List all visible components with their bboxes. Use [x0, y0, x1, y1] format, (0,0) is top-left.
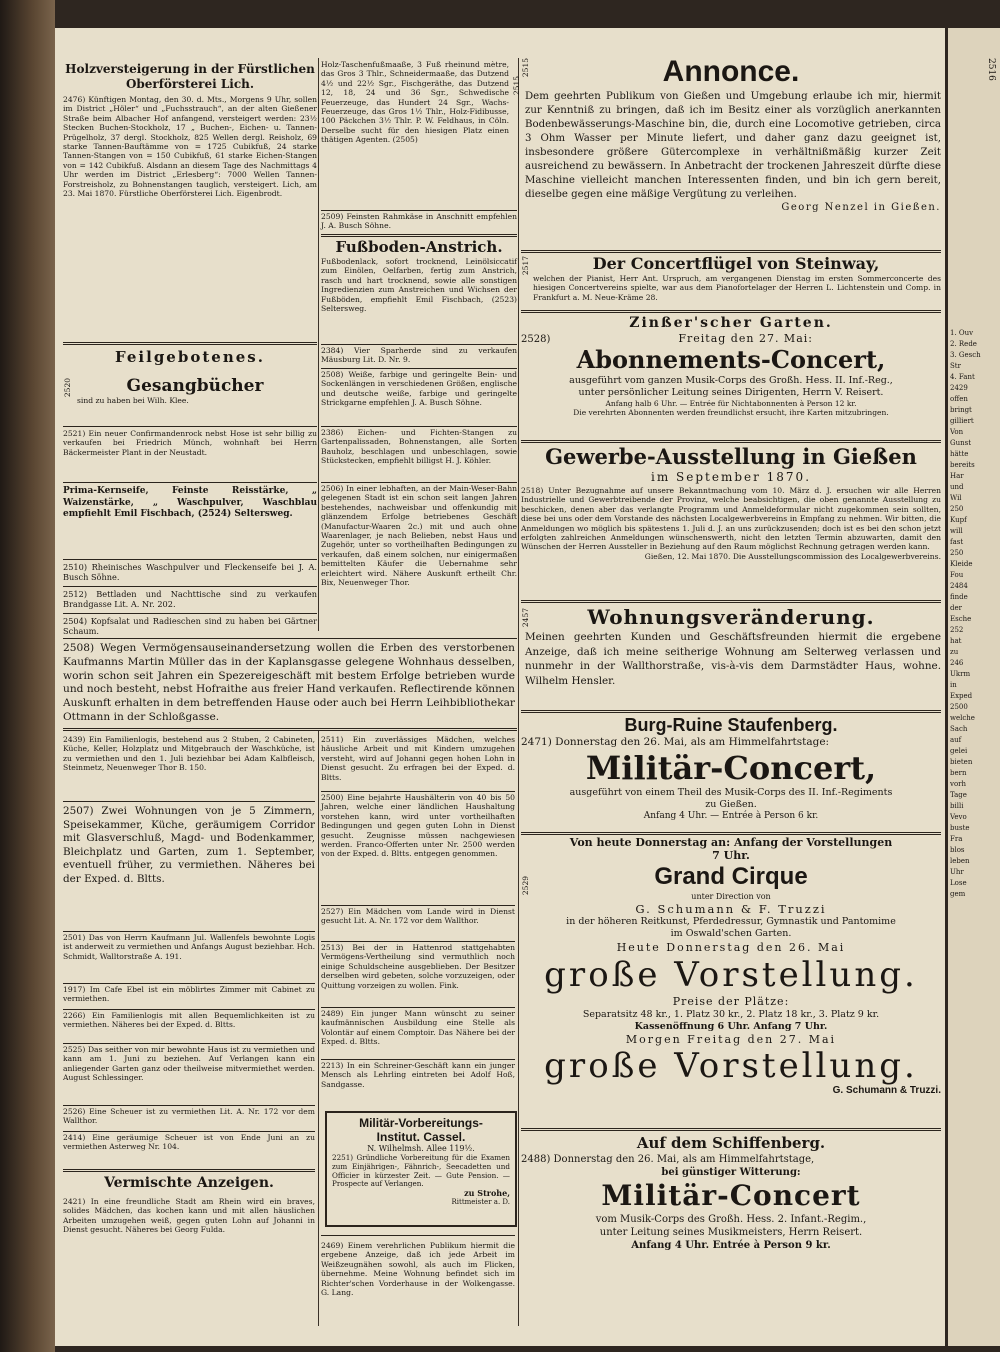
- ad-rule: [321, 941, 515, 942]
- ad-text-2: 7 Uhr.: [712, 849, 750, 862]
- ad-rule: [321, 905, 515, 906]
- ad-text: 2526) Eine Scheuer ist zu vermiethen Lit. A. Nr. 172 vor dem Wallthor.: [63, 1107, 315, 1126]
- page-fragment: buste: [950, 824, 970, 832]
- ad-sparherde: [321, 346, 517, 366]
- page-fragment: Lose: [950, 879, 967, 887]
- ad-rule: [321, 1235, 515, 1236]
- ad-text: Dem geehrten Publikum von Gießen und Umgebung erlaube ich mir, hiermit zur Kenntniß zu bringen, daß ich im Besitz einer als vorzüglich anerkannten Bodenbewässerungs-Maschine bin, die, durch eine Locomotive getrieben, circa 3 Ohm Wasser per Minute liefert, und daher ganz dazu geeignet ist, insbesondere größere Gütercomplexe in verhältnißmäßig kurzer Zeit ausreichend zu bewässern. In Anbetracht der trockenen Jahreszeit dürfte diese Maschine vielleicht manchen Interessenten finden, und bin ich gern bereit, dieselbe gegen eine mäßige Vergütung zu verleihen.: [525, 91, 941, 200]
- ad-text: 2518) Unter Bezugnahme auf unsere Bekanntmachung vom 10. März d. J. ersuchen wir alle Herren Industrielle und Gewerbtreibende der Provinz, welche beabsichtigen, die oben genannte Ausstellung zu beschicken, denen aber das verlangte Programm und Anmeldeformular nicht zugekommen sein sollten, diese bei uns oder dem Vorstande des nächsten Localgewerbvereins in Empfang zu nehmen. Wir bitten, die Anmeldungen wo möglich bis spätestens 1. Juli d. J. an uns zurückzusenden; doch ist es bei den schon jetzt erfolgten zahlreichen Anmeldungen wünschenswerth, nicht den letzten Termin abzuwarten, damit den Wünschen der Herren Aussteller in Beziehung auf den Raum möglichst Rechnung getragen werden kann.: [521, 486, 941, 552]
- ad-text: 2510) Rheinisches Waschpulver und Fleckenseife bei J. A. Busch Söhne.: [63, 562, 317, 582]
- ad-text: 2414) Eine geräumige Scheuer ist von Ende Juni an zu vermiethen Asterweg Nr. 104.: [63, 1133, 315, 1152]
- page-fragments: [950, 328, 998, 900]
- ad-signature: Georg Nenzel in Gießen.: [781, 202, 941, 213]
- ad-text: 2488) Donnerstag den 26. Mai, als am Himmelfahrtstage,: [521, 1154, 815, 1165]
- page-fragment: bieten: [950, 758, 973, 766]
- ad-title: Der Concertflügel von Steinway,: [592, 254, 880, 273]
- column-1-lower: [63, 733, 315, 1346]
- ad-rule: [63, 931, 315, 932]
- page-fragment: gelei: [950, 747, 968, 755]
- page-fragment: Kupf: [950, 516, 967, 524]
- ad-number: 2517: [521, 256, 530, 276]
- ad-text: 2504) Kopfsalat und Radieschen sind zu haben bei Gärtner Schaum.: [63, 616, 317, 636]
- ad-rule: [321, 482, 517, 483]
- ad-text: 2213) In ein Schreiner-Geschäft kann ein junger Mensch als Lehrling eintreten bei Adolf Hoß, Sandgasse.: [321, 1061, 515, 1089]
- ad-rule: [521, 250, 941, 253]
- ad-feldhaus: [321, 60, 521, 210]
- ad-kopfsalat: [63, 616, 317, 638]
- page-fragment: Tage: [950, 791, 967, 799]
- ad-text: 2439) Ein Familienlogis, bestehend aus 2 Stuben, 2 Cabineten, Küche, Keller, Holzplatz und Mitgebrauch der Waschküche, ist zu vermiethen und den 1. Juli beziehbar bei Adam Kalbfleisch, Steinmetz, Neuenweger Thor B. 150.: [63, 735, 315, 773]
- page-fragment: 246: [950, 659, 964, 667]
- ad-text: 2386) Eichen- und Fichten-Stangen zu Gartenpalissaden, Bohnenstangen, alle Sorten Bauholz, beschlagen und unbeschlagen, sowie Stückstecken, empfiehlt billigst H. J. Köhler.: [321, 428, 517, 466]
- ad-grand-cirque: [521, 836, 941, 1122]
- page-fragment: auf: [950, 736, 962, 744]
- section-title: Vermischte Anzeigen.: [104, 1175, 274, 1191]
- ad-text-4: Die verehrten Abonnenten werden freundlichst ersucht, ihre Karten mitzubringen.: [573, 408, 889, 417]
- page-fragment: 3. Gesch: [950, 351, 981, 359]
- ad-text-10: Kassenöffnung 6 Uhr. Anfang 7 Uhr.: [634, 1021, 828, 1032]
- ad-text-3: vom Musik-Corps des Großh. Hess. 2. Infant.-Regim.,: [595, 1214, 867, 1225]
- ad-text: 2469) Einem verehrlichen Publikum hiermit die ergebene Anzeige, daß ich jede Arbeit im Weißzeugnähen sowohl, als auch im Flicken, übernehme. Meine Wohnung befindet sich im Richter'schen Vorderhause in der Wolkengasse. G. Lang.: [321, 1241, 515, 1298]
- ad-zwei-wohnungen: [63, 805, 315, 929]
- ad-headline: Abonnements-Concert,: [576, 345, 886, 374]
- ad-text-4: G. Schumann & F. Truzzi: [635, 902, 827, 916]
- page-fragment: welche: [950, 714, 975, 722]
- ad-rule: [321, 234, 517, 237]
- page-fragment: 250: [950, 549, 964, 557]
- ad-text: 2525) Das seither von mir bewohnte Haus ist zu vermiethen und kann am 1. Juni zu beziehen. Auf Verlangen kann ein anliegender Garten ganz oder theilweise mitvermiethet werden. August Schlessinger.: [63, 1045, 315, 1083]
- ad-wallenfels: [63, 933, 315, 981]
- ad-rule: [321, 344, 517, 345]
- ad-rule: [521, 710, 941, 713]
- ad-number: 2515: [521, 58, 530, 78]
- page-fragment: 250: [950, 505, 964, 513]
- ad-rule: [63, 559, 317, 560]
- ad-signature-2: Rittmeister a. D.: [451, 1198, 510, 1207]
- page-fragment: 1. Ouv: [950, 329, 974, 337]
- ad-text: 2513) Bei der in Hattenrod stattgehabten Vermögens-Vertheilung sind vermuthlich noch einige Schuldscheine ausgeblieben. Der Besitzer derselben wird gebeten, solche vorzuzeigen, oder Quittung vorzeigen zu wollen. Fink.: [321, 943, 515, 990]
- ad-text-3: Anfang halb 6 Uhr. — Entrée für Nichtabonnenten à Person 12 kr.: [605, 399, 857, 408]
- ad-text: 2251) Gründliche Vorbereitung für die Examen zum Einjährigen-, Fähnrich-, Seecadetten und Officier in kürzester Zeit. — Gute Pension. — Prospecte auf Verlangen.: [332, 1153, 510, 1189]
- ad-text: 2527) Ein Mädchen vom Lande wird in Dienst gesucht Lit. A. Nr. 172 vor dem Wallthor.: [321, 907, 515, 926]
- page-fragment: bern: [950, 769, 967, 777]
- ad-schlessinger: [63, 1045, 315, 1103]
- ad-gewerbe-ausstellung: [521, 444, 941, 604]
- ad-zinsser-garten: [521, 314, 941, 444]
- ad-rule: [521, 440, 941, 443]
- page-fragment: Fra: [950, 835, 963, 843]
- ad-signature: Gießen, 12. Mai 1870. Die Ausstellungscommission des Localgewerbvereins.: [644, 551, 941, 561]
- ad-annonce: [521, 54, 941, 272]
- page-fragment: blos: [950, 846, 965, 854]
- ad-title-2: Institut. Cassel.: [376, 1130, 466, 1144]
- ad-headline: große Vorstellung.: [544, 955, 918, 995]
- ad-staufenberg: [521, 714, 941, 830]
- page-fragment: Gunst: [950, 439, 972, 447]
- ad-seife: [63, 486, 317, 556]
- page-fragment: billi: [950, 802, 964, 810]
- ad-title: Fußboden-Anstrich.: [335, 238, 503, 256]
- page-fragment: vorh: [950, 780, 967, 788]
- ad-text: 2511) Ein zuverlässiges Mädchen, welches häusliche Arbeit und mit Kindern umzugehen versteht, wird auf Johanni gegen hohen Lohn in Dienst gesucht. Zu erfragen bei der Exped. d. Bltts.: [321, 735, 515, 782]
- ad-schreiner: [321, 1061, 515, 1101]
- ad-rule: [521, 310, 941, 313]
- ad-rule: [63, 1169, 315, 1172]
- ad-hattenrod: [321, 943, 515, 1005]
- ad-familienlogis-2: [63, 1011, 315, 1041]
- ad-text: welchen der Pianist, Herr Ant. Urspruch, am vergangenen Dienstag im ersten Sommerconcerte des hiesigen Concertvereins spielte, war aus dem Pianofortelager der Herren L. Lichtenstein und Comp. in Frankfurt a. M. Neue-Kräme 28.: [533, 274, 941, 302]
- ad-text: 2507) Zwei Wohnungen von je 5 Zimmern, Speisekammer, Küche, geräumigem Corridor mit Glasverschluß, Magd- und Bodenkammer, Bleichplatz und Garten, zum 1. September, eventuell früher, zu vermiethen. Näheres bei der Exped. d. Bltts.: [63, 805, 315, 885]
- ad-wohnungsveraenderung: [521, 604, 941, 710]
- page-fragment: 2429: [950, 384, 968, 392]
- ad-rule: [63, 638, 517, 639]
- ad-steinway: [521, 254, 941, 310]
- page-fragment: Uhr: [950, 868, 964, 876]
- page-fragment: zu: [950, 648, 959, 656]
- page-fragment: Kleide: [950, 560, 973, 568]
- ad-rule: [521, 600, 941, 603]
- ad-title: Gesangbücher: [126, 376, 264, 396]
- ad-signature: zu Strohe,: [464, 1188, 510, 1199]
- ad-text-11: Morgen Freitag den 27. Mai: [625, 1033, 837, 1046]
- column-2-lower: [321, 733, 515, 1346]
- ad-volontaer: [321, 1009, 515, 1057]
- ad-title: Wohnungsveränderung.: [587, 605, 875, 629]
- page-fragment: hat: [950, 637, 962, 645]
- ad-text-2: ausgeführt von einem Theil des Musik-Corps des II. Inf.-Regiments: [569, 787, 893, 798]
- ad-militaer-institut: [325, 1111, 517, 1227]
- page-fragment: 4. Fant: [950, 373, 975, 381]
- ad-maedchen-lande: [321, 907, 515, 939]
- ad-text: 2471) Donnerstag den 26. Mai, als am Himmelfahrtstage:: [521, 736, 830, 748]
- ad-rule: [63, 613, 317, 614]
- ad-schiffenberg: [521, 1134, 941, 1274]
- ad-text: 2521) Ein neuer Confirmandenrock nebst Hose ist sehr billig zu verkaufen bei Friedrich Münch, wohnhaft bei Herrn Bäckermeister Plant in der Neustadt.: [63, 429, 317, 457]
- page-fragment: finde: [950, 593, 968, 601]
- ad-text: sind zu haben bei Wilh. Klee.: [77, 396, 189, 405]
- ad-text: 2476) Künftigen Montag, den 30. d. Mts., Morgens 9 Uhr, sollen im District „Höler“ und „Fuchsstrauch“, an der alten Gießener Straße beim Albacher Hof anfangend, versteigert werden: 23½ Stecken Buchen-Stockholz, 17 „ Buchen-, Eichen- u. Tannen-Prügelholz, 37 dergl. Stockholz, 825 Wellen dergl. Reisholz, 69 starke Tannen-Bauftämme von = 1725 Cubikfuß, 24 starke Tannen-Stangen von = 150 Cubikfuß, 61 starke Eichen-Stangen von = 142 Cubikfuß. Alsdann an diesem Tage des Nachmittags 4 Uhr werden im District „Erlesberg“: 7000 Wellen Tannen-Forstreisholz, zu Bohnenstangen tauglich, versteigert. Lich, am 23. Mai 1870. Fürstliche Oberförsterei Lich. Eigenbrodt.: [63, 95, 317, 199]
- ad-text: 2508) Weiße, farbige und geringelte Bein- und Sockenlängen in verschiedenen Größen, englische und deutsche weiße, farbige und geringelte Strickgarne empfehlen J. A. Busch Söhne.: [321, 370, 517, 408]
- ad-text: 2500) Eine bejahrte Haushälterin von 40 bis 50 Jahren, welche einer ländlichen Haushaltung vorstehen kann, wird unter vortheilhaften Bedingungen und gegen guten Lohn in Dienst gesucht. Zeugnisse müssen nachgewiesen werden. Franco-Offerten unter Nr. 2500 werden von der Exped. d. Bltts. entgegen genommen.: [321, 793, 515, 859]
- ad-rule: [63, 482, 317, 483]
- ad-text: 2501) Das von Herrn Kaufmann Jul. Wallenfels bewohnte Logis ist anderweit zu vermiethen und Anfangs August beziehbar. Hch. Schmidt, Walltorstraße A. 191.: [63, 933, 315, 961]
- ad-text: 2509) Feinsten Rahmkäse in Anschnitt empfehlen J. A. Busch Söhne.: [321, 212, 517, 231]
- page-fragment: 252: [950, 626, 964, 634]
- section-rule: [63, 342, 317, 345]
- ad-rule: [63, 1131, 315, 1132]
- ad-text: 2421) In eine freundliche Stadt am Rhein wird ein braves, solides Mädchen, das kochen kann und mit allen häuslichen Arbeiten umzugehen weiß, gegen guten Lohn auf Johanni in Dienst gesucht. Näheres bei Georg Fulda.: [63, 1197, 315, 1235]
- newspaper-page: [55, 28, 945, 1346]
- ad-strickgarne: [321, 370, 517, 424]
- ad-scheuer: [63, 1107, 315, 1129]
- ad-haushaelterin: [321, 793, 515, 903]
- ad-rule: [63, 1043, 315, 1044]
- ad-text-3: zu Gießen.: [705, 799, 757, 810]
- ad-rule: [63, 728, 517, 731]
- ad-fulda: [63, 1197, 315, 1317]
- ad-stangen: [321, 428, 517, 480]
- ad-rule: [63, 1009, 315, 1010]
- ad-text: 2384) Vier Sparherde sind zu verkaufen Mäusburg Lit. D. Nr. 9.: [321, 346, 517, 365]
- ad-address: N. Wilhelmsh. Allee 119½.: [367, 1144, 475, 1153]
- ad-signature: G. Schumann & Truzzi.: [832, 1085, 941, 1096]
- ad-title: Zinßer'scher Garten.: [629, 315, 833, 331]
- ad-text: 2506) In einer lebhaften, an der Main-Weser-Bahn gelegenen Stadt ist ein schon seit langen Jahren bestehendes, nachweisbar und offenkundig mit glänzendem Erfolge betriebenes Geschäft (Manufactur-Waaren 2c.) mit und auch ohne Waarenlager, je nach Belieben, nebst Haus und Zugehör, unter so vortheilhaften Bedingungen zu verkaufen, daß einem solchen, nur einigermaßen bemittelten Käufer die Uebernahme sehr erleichtert wird. Nähere Auskunft ertheilt Chr. Bix, Neuenweger Thor.: [321, 484, 517, 588]
- page-fragment: bringt: [950, 406, 972, 414]
- ad-text-2: unter persönlicher Leitung seines Dirigenten, Herrn V. Reisert.: [578, 387, 884, 398]
- page-fragment: Ukrm: [950, 670, 971, 678]
- page-fragment: Str: [950, 362, 961, 370]
- ad-text-5: Anfang 4 Uhr. Entrée à Person 9 kr.: [631, 1240, 831, 1251]
- ad-rule: [321, 1007, 515, 1008]
- book-spine: [0, 0, 55, 1352]
- page-fragment: Har: [950, 472, 964, 480]
- ad-number: 2515: [512, 76, 521, 96]
- page-fragment: der: [950, 604, 962, 612]
- ad-scheuer-2: [63, 1133, 315, 1165]
- ad-text-8: Preise der Plätze:: [672, 995, 790, 1008]
- ad-text: Von heute Donnerstag an: Anfang der Vorstellungen: [569, 836, 893, 849]
- page-fragment: 2. Rede: [950, 340, 977, 348]
- ad-text-3: unter Direction von: [691, 892, 771, 901]
- ad-bettladen: [63, 589, 317, 611]
- ad-holzversteigerung: [63, 62, 317, 334]
- adjacent-page: [948, 28, 1000, 1346]
- ad-rule: [63, 801, 315, 802]
- ad-text-7: Heute Donnerstag den 26. Mai: [616, 941, 846, 954]
- ad-rule: [63, 426, 317, 427]
- section-feilgebotenes: [63, 348, 317, 374]
- page-fragment: Von: [950, 428, 964, 436]
- ad-lang: [321, 1241, 515, 1311]
- ad-text: Meinen geehrten Kunden und Geschäftsfreunden hiermit die ergebene Anzeige, daß ich meine seitherige Wohnung am Selterweg verlassen und nunmehr in der Wallthorstraße, vis-à-vis dem Darmstädter Haus, wohne. Wilhelm Hensler.: [525, 631, 941, 687]
- ad-rule: [321, 791, 515, 792]
- page-fragment: offen: [950, 395, 968, 403]
- column-2: [321, 28, 521, 628]
- ad-confirmandenrock: [63, 429, 317, 479]
- column-3: [521, 28, 941, 1346]
- column-rule: [318, 730, 319, 1326]
- column-rule: [518, 58, 519, 1326]
- ad-geschaeft: [321, 484, 517, 602]
- ad-text: 2508) Wegen Vermögensauseinandersetzung wollen die Erben des verstorbenen Kaufmanns Martin Müller das in der Kaplansgasse gelegene Wohnhaus desselben, worin schon seit Jahren ein Spezereigeschäft mit bestem Erfolge betrieben wurde und noch besteht, nebst Hofraithe aus freier Hand verkaufen. Reflectirende können Auskunft erhalten in dem betreffenden Hause oder auch bei Herrn Leihbibliothekar Ottmann in der Schloßgasse.: [63, 642, 515, 723]
- ad-subtitle: im September 1870.: [650, 470, 812, 484]
- ad-mueller-haus: [63, 642, 515, 728]
- section-vermischte: [63, 1175, 315, 1195]
- page-fragment: Wil: [950, 494, 962, 502]
- ad-text-9: Separatsitz 48 kr., 1. Platz 30 kr., 2. Platz 18 kr., 3. Platz 9 kr.: [582, 1009, 880, 1020]
- page-fragment: Exped: [950, 692, 973, 700]
- page-number: 2516: [986, 58, 996, 81]
- ad-title: Militär-Vorbereitungs-: [359, 1116, 483, 1130]
- ad-rule: [321, 368, 517, 369]
- ad-number: 2528): [521, 334, 551, 345]
- page-fragment: Esche: [950, 615, 972, 623]
- ad-text: 2512) Bettladen und Nachttische sind zu verkaufen Brandgasse Lit. A. Nr. 202.: [63, 589, 317, 609]
- page-fragment: in: [950, 681, 957, 689]
- ad-number: 2520: [63, 378, 72, 398]
- page-fragment: bereits: [950, 461, 975, 469]
- ad-title: Gewerbe-Ausstellung in Gießen: [545, 444, 917, 469]
- ad-rule: [321, 1059, 515, 1060]
- ad-rule: [321, 426, 517, 427]
- ad-headline: Militär-Concert,: [585, 749, 877, 787]
- ad-text: ausgeführt vom ganzen Musik-Corps des Großh. Hess. II. Inf.-Reg.,: [569, 375, 893, 386]
- ad-rahmkaese: [321, 212, 517, 234]
- ad-rule: [63, 1105, 315, 1106]
- page-fragment: leben: [950, 857, 970, 865]
- page-fragment: gem: [950, 890, 966, 898]
- ad-date-row: [521, 332, 941, 345]
- ad-rule: [63, 983, 315, 984]
- ad-text-4: Anfang 4 Uhr. — Entrée à Person 6 kr.: [643, 811, 819, 821]
- ad-maedchen: [321, 735, 515, 789]
- ad-rule: [521, 1128, 941, 1131]
- ad-number: 2457: [521, 608, 530, 628]
- ad-text-4: unter Leitung seines Musikmeisters, Herrn Reisert.: [599, 1227, 863, 1238]
- ad-title: Auf dem Schiffenberg.: [636, 1134, 826, 1152]
- ad-familienlogis: [63, 735, 315, 799]
- column-rule: [318, 58, 319, 631]
- page-fragment: und: [950, 483, 964, 491]
- page-fragment: will: [950, 527, 963, 535]
- ad-text: 1917) Im Cafe Ebel ist ein möblirtes Zimmer mit Cabinet zu vermiethen.: [63, 985, 315, 1004]
- page-fragment: gilliert: [950, 417, 974, 425]
- ad-rule: [521, 832, 941, 835]
- page-fragment: Fou: [950, 571, 964, 579]
- ad-waschpulver: [63, 562, 317, 584]
- ad-text-2: bei günstiger Witterung:: [661, 1167, 801, 1178]
- ad-text: Holz-Taschenfußmaaße, 3 Fuß rheinund mètre, das Gros 3 Thlr., Schneidermaaße, das Dutzend 4½ und 22½ Sgr., Fischgeräthe, das Dutzend 12, 18, 24 und 36 Sgr., Schwedische Feuerzeuge, das Hundert 24 Sgr., Wachs-Feuerzeuge, das Gros 1½ Thlr., Holz-Fidibusse, 100 Päckchen 3½ Thlr. P. W. Feldhaus, in Cöln. Derselbe sucht für den hiesigen Platz einen thätigen Agenten. (2505): [321, 60, 509, 145]
- ad-rule: [321, 210, 517, 211]
- ad-headline-2: große Vorstellung.: [544, 1046, 918, 1086]
- ad-text-6: im Oswald'schen Garten.: [670, 928, 792, 939]
- ad-text-5: in der höheren Reitkunst, Pferdedressur, Gymnastik und Pantomime: [566, 916, 896, 927]
- ad-text: Fußbodenlack, sofort trocknend, Leinölsiccatif zum Einölen, Oelfarben, fertig zum Anstrich, rasch und hart trocknend, sowie alle sonstigen Ingredienzien zum Anstreichen und Wichsen der Fußböden, empfiehlt Emil Fischbach, (2523) Seltersweg.: [321, 257, 517, 314]
- ad-text: 2266) Ein Familienlogis mit allen Bequemlichkeiten ist zu vermiethen. Näheres bei der Exped. d. Bltts.: [63, 1011, 315, 1030]
- ad-date: Freitag den 27. Mai:: [678, 332, 813, 345]
- ad-text: Prima-Kernseife, Feinste Reisstärke, „ Waizenstärke, „ Waschpulver, Waschblau empfiehlt Emil Fischbach, (2524) Seltersweg.: [63, 486, 317, 519]
- page-fragment: 2484: [950, 582, 968, 590]
- ad-title: Annonce.: [662, 55, 800, 88]
- ad-gesangbuecher: [63, 376, 317, 426]
- ad-text: 2489) Ein junger Mann wünscht zu seiner kaufmännischen Ausbildung eine Stelle als Volontär auf einem Comptoir. Das Nähere bei der Exped. d. Bltts.: [321, 1009, 515, 1047]
- page-fragment: fast: [950, 538, 964, 546]
- section-title: Feilgebotenes.: [115, 348, 265, 366]
- ad-title: Burg-Ruine Staufenberg.: [624, 715, 838, 735]
- page-fragment: hätte: [950, 450, 969, 458]
- ad-headline: Militär-Concert: [601, 1179, 861, 1212]
- page-fragment: 2500: [950, 703, 968, 711]
- ad-number: 2529: [521, 876, 530, 896]
- ad-title: Grand Cirque: [654, 863, 808, 890]
- ad-cafe-ebel: [63, 985, 315, 1007]
- ad-title: Holzversteigerung in der Fürstlichen Oberförsterei Lich.: [65, 62, 315, 91]
- ad-fussboden: [321, 238, 517, 344]
- ad-rule: [63, 586, 317, 587]
- page-fragment: Vevo: [950, 813, 967, 821]
- page-fragment: Sach: [950, 725, 968, 733]
